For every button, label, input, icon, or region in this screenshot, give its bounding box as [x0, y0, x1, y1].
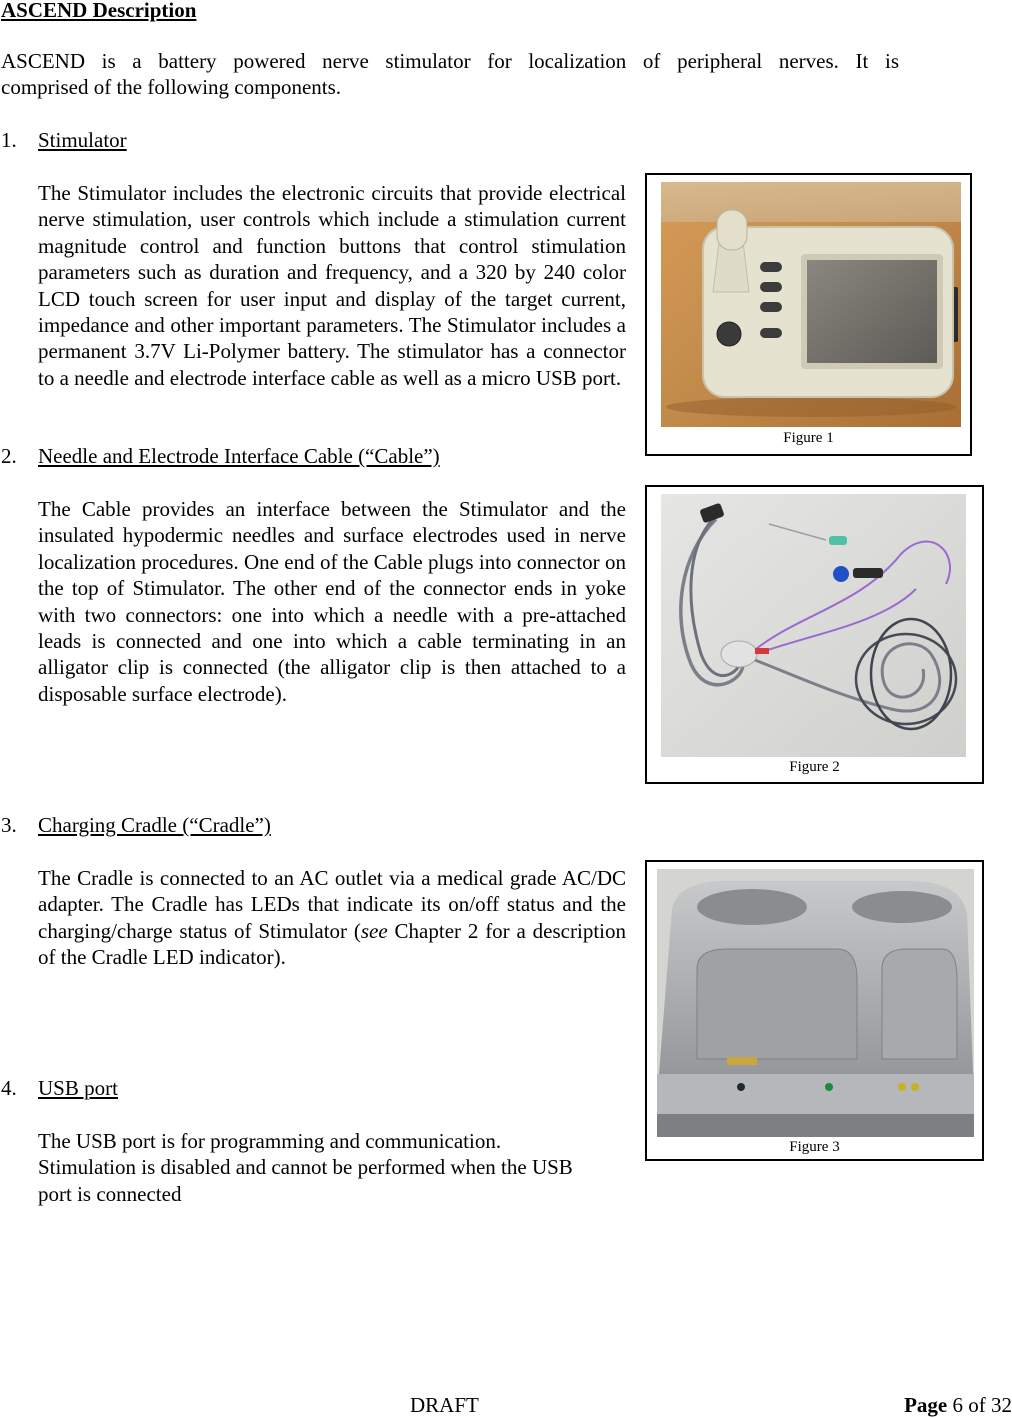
cradle-base: [657, 1114, 974, 1137]
usb-paragraph: [38, 1128, 626, 1207]
cradle-paragraph: [38, 865, 626, 971]
background-wall: [661, 182, 961, 222]
stimulator-paragraph: The Stimulator includes the electronic circuits that provide electrical nerve stimulation, user controls which include a stimulation current magnitude control and function buttons that control stimulation parameters such as duration and frequency, and a 320 by 240 color LCD touch screen for user input and display of the target current, impedance and other important parameters. The Stimulator includes a permanent 3.7V Li-Polymer battery. The stimulator has a connector to a needle and electrode interface cable as well as a micro USB port.: [38, 181, 626, 390]
item-title-cradle: Charging Cradle (“Cradle”): [38, 813, 271, 837]
page-number: [904, 1392, 1012, 1418]
device-shadow: [666, 397, 956, 417]
usb-line-3: port is connected: [38, 1181, 182, 1206]
page-count: 6 of 32: [947, 1393, 1012, 1417]
intro-line-2: comprised of the following components.: [1, 75, 342, 100]
spare-bay: [852, 891, 952, 923]
cradle-text-emphasis: see: [360, 918, 388, 943]
lcd-screen: [807, 260, 937, 363]
intro-line-1: ASCEND is a battery powered nerve stimulator for localization of peripheral nerves. It is: [1, 49, 899, 73]
item-number-4: 4.: [1, 1076, 17, 1100]
item-title-cable: Needle and Electrode Interface Cable (“Cable”): [38, 444, 440, 468]
function-button-4: [760, 328, 782, 338]
status-led-green: [825, 1083, 833, 1091]
function-button-1: [760, 262, 782, 272]
figure-1: [645, 173, 972, 456]
item-title-usb: USB port: [38, 1076, 118, 1100]
needle-hub: [829, 536, 847, 545]
cradle-front-panel: [657, 1074, 974, 1114]
cradle-illustration: [657, 869, 974, 1137]
figure-1-caption: Figure 1: [783, 430, 834, 446]
section-heading: ASCEND Description: [1, 0, 197, 22]
charge-led-1: [898, 1083, 906, 1091]
intro-paragraph: [1, 48, 899, 101]
cradle-photo: [657, 869, 974, 1137]
item-title-stimulator: Stimulator: [38, 128, 127, 152]
power-led: [737, 1083, 745, 1091]
page-label: Page: [904, 1393, 948, 1417]
cable-illustration: [661, 494, 966, 757]
cable-photo: [661, 494, 966, 757]
usb-line-1: The USB port is for programming and communication.: [38, 1129, 502, 1153]
needle-connector-cap: [717, 210, 747, 250]
stimulator-photo: [661, 182, 961, 427]
cable-paragraph: The Cable provides an interface between the Stimulator and the insulated hypodermic needles and surface electrodes used in nerve localization procedures. One end of the Cable plugs into connector on the top of Stimulator. The other end of the connector ends in yoke with two connectors: one into which a needle with a pre-attached leads is connected and one into which a cable terminating in an alligator clip is connected (the alligator clip is then attached to a disposable surface electrode).: [38, 497, 626, 706]
item-number-1: 1.: [1, 128, 17, 152]
item-number-2: 2.: [1, 444, 17, 468]
stimulator-device-illustration: [661, 182, 961, 427]
photo-background: [661, 494, 966, 757]
figure-3: [645, 860, 984, 1161]
function-button-3: [760, 302, 782, 312]
figure-3-caption: Figure 3: [789, 1139, 840, 1155]
brand-label: [727, 1057, 757, 1065]
charge-led-2: [911, 1083, 919, 1091]
yoke-red-marker: [755, 648, 769, 654]
draft-watermark-label: DRAFT: [410, 1393, 479, 1417]
cradle-well-small: [882, 949, 957, 1059]
alligator-clip: [853, 568, 883, 578]
usb-line-2: Stimulation is disabled and cannot be performed when the USB: [38, 1155, 573, 1180]
cradle-text-end: Chapter 2 for a description of the Cradle LED indicator).: [38, 918, 626, 970]
cradle-well: [697, 949, 857, 1059]
figure-2: [645, 485, 984, 784]
figure-2-caption: Figure 2: [789, 759, 840, 775]
stimulator-bay: [697, 889, 807, 925]
blue-connector: [833, 566, 849, 582]
cradle-text-start: The Cradle is connected to an AC outlet via a medical grade AC/DC adapter. The Cradle has LEDs that indicate its on/off status and the charging/charge status of Stimulator (: [38, 866, 626, 943]
current-control-knob: [717, 322, 741, 346]
cable-yoke: [721, 641, 757, 667]
item-number-3: 3.: [1, 813, 17, 837]
function-button-2: [760, 282, 782, 292]
